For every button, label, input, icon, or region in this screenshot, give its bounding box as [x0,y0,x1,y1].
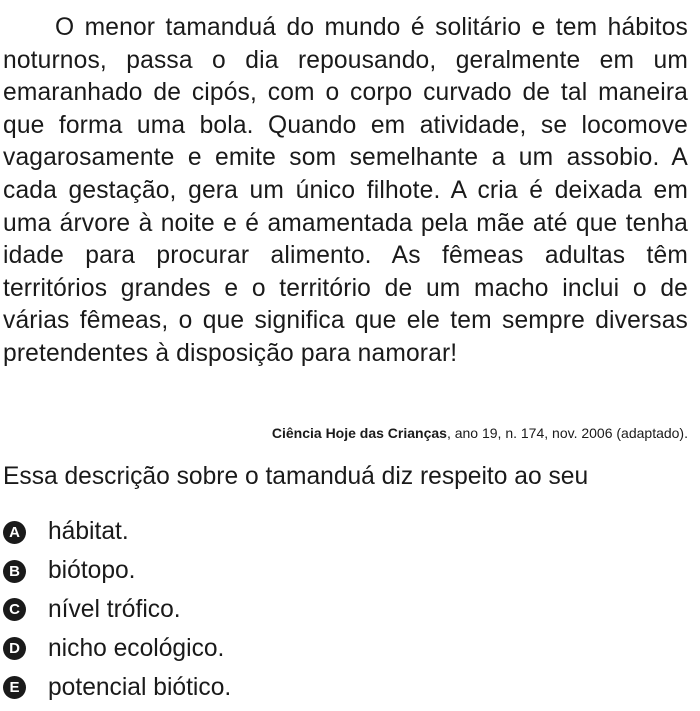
option-e-letter-badge: E [3,676,26,699]
option-e-text: potencial biótico. [48,673,232,701]
option-b-letter-badge: B [3,560,26,583]
passage-text: O menor tamanduá do mundo é solitário e tem hábitos noturnos, passa o dia repousando, geralmente em um emaranhado de cipós, com o corpo curvado de tal maneira que forma uma bola. Quando em atividade, se locomove vagarosamente e emite som semelhante a um assobio. A cada gestação, gera um único filhote. A cria é deixada em uma árvore à noite e é amamentada pela mãe até que tenha idade para procurar alimento. As fêmeas adultas têm territórios grandes e o território de um macho inclui o de várias fêmeas, o que significa que ele tem sempre diversas pretendentes à disposição para namorar! [3,14,688,367]
option-d-letter-badge: D [3,637,26,660]
option-d[interactable] [3,629,231,668]
option-a[interactable] [3,513,231,552]
option-a-letter-badge: A [3,521,26,544]
option-c-text: nível trófico. [48,595,181,623]
option-c[interactable] [3,591,231,630]
option-c-letter-badge: C [3,598,26,621]
question-stem: Essa descrição sobre o tamanduá diz respeito ao seu [3,463,589,490]
source-details: , ano 19, n. 174, nov. 2006 (adaptado). [446,425,688,441]
option-e[interactable] [3,668,231,707]
option-b-text: biótopo. [48,557,136,585]
answer-options [3,513,231,707]
source-publication: Ciência Hoje das Crianças [271,425,447,441]
source-citation [272,424,688,442]
option-a-text: hábitat. [48,518,129,546]
option-d-text: nicho ecológico. [48,634,225,662]
option-b[interactable] [3,552,231,591]
